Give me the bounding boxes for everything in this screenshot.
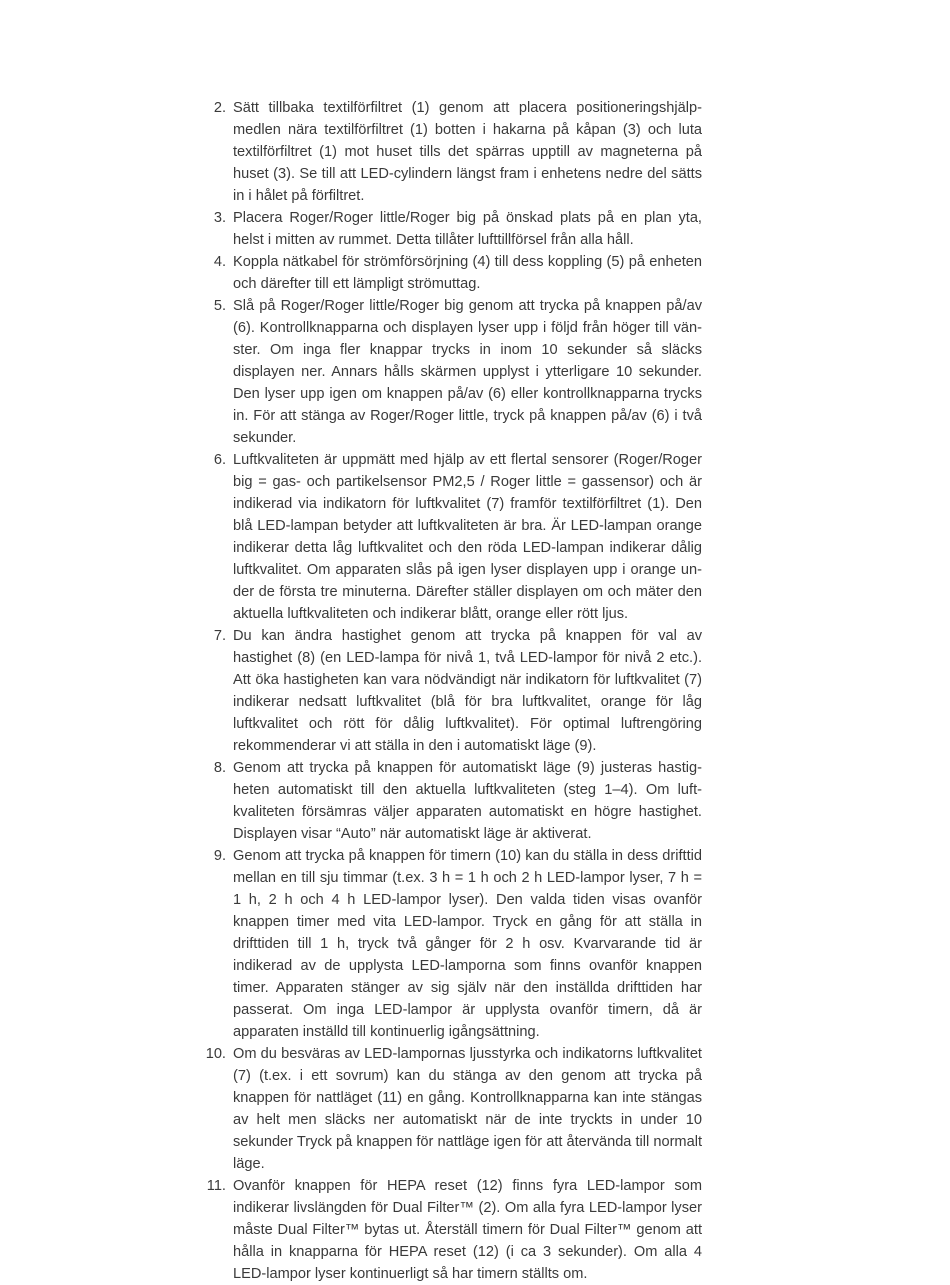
list-item [200, 845, 702, 1043]
list-item [200, 625, 702, 757]
list-item [200, 97, 702, 207]
list-item [200, 1175, 702, 1285]
item-number: 8. [213, 760, 226, 776]
item-text: Slå på Roger/Roger little/Roger big genom att trycka på knappen på/av (6). Kontrollknapparna och displayen lyser upp i följd från höger till vänster. Om inga fler knappar trycks in inom 10 sekunder så släcks displayen ner. Annars hålls skärmen upplyst i ytterligare 10 sekunder. Den lyser upp igen om knappen på/av (6) eller kontrollknapparna trycks in. För att stänga av Roger/Roger little, tryck på knappen på/av (6) i två sekunder. [233, 298, 702, 446]
item-text: Placera Roger/Roger little/Roger big på önskad plats på en plan yta, helst i mitten av rummet. Detta tillåter lufttillförsel från alla håll. [233, 210, 702, 248]
list-item [200, 251, 702, 295]
item-text: Du kan ändra hastighet genom att trycka på knappen för val av hastighet (8) (en LED-lampa för nivå 1, två LED-lampor för nivå 2 etc.). Att öka hastigheten kan vara nödvändigt när indikatorn för luftkvalitet (7) indikerar nedsatt luftkvalitet (blå för bra luftkvalitet, orange för låg luftkvalitet och rött för dålig luftkvalitet). För optimal luftrengöring rekommenderar vi att ställa in den i automatiskt läge (9). [233, 628, 702, 754]
item-text: Genom att trycka på knappen för timern (10) kan du ställa in dess drifttid mellan en till sju timmar (t.ex. 3 h = 1 h och 2 h LED-lampor lyser, 7 h = 1 h, 2 h och 4 h LED-lampor lyser). Den valda tiden visas ovanför knappen timer med vita LED-lampor. Tryck en gång för att ställa in drifttiden till 1 h, tryck två gånger för 2 h osv. Kvarvarande tid är indikerad av de upplysta LED-lamporna som finns ovanför knappen timer. Apparaten stänger av sig själv när den inställda drifttiden har passerat. Om inga LED-lampor är upplysta ovanför timern, då är apparaten inställd till kontinuerlig igångsättning. [233, 848, 702, 1040]
item-number: 6. [213, 452, 226, 468]
item-number: 10. [205, 1046, 226, 1062]
item-number: 7. [213, 628, 226, 644]
item-text: Ovanför knappen för HEPA reset (12) finns fyra LED-lampor som indikerar livslängden för Dual Filter™ (2). Om alla fyra LED-lampor lyser måste Dual Filter™ bytas ut. Återställ timern för Dual Filter™ genom att hålla in knapparna för HEPA reset (12) (i ca 3 sekunder). Om alla 4 LED-lampor lyser kontinuerligt så har timern ställts om. [233, 1178, 702, 1282]
item-text: Sätt tillbaka textilförfiltret (1) genom att placera positioneringshjälpmedlen nära textilförfiltret (1) botten i hakarna på kåpan (3) och luta textilförfiltret (1) mot huset tills det spärras upptill av magneterna på huset (3). Se till att LED-cylindern längst fram i enhetens nedre del sätts in i hålet på förfiltret. [233, 100, 702, 204]
item-number: 11. [206, 1178, 226, 1194]
item-number: 2. [213, 100, 226, 116]
item-number: 4. [213, 254, 226, 270]
item-text: Koppla nätkabel för strömförsörjning (4) till dess koppling (5) på enheten och därefter till ett lämpligt strömuttag. [233, 254, 702, 292]
list-item [200, 1043, 702, 1175]
list-item [200, 757, 702, 845]
list-item [200, 207, 702, 251]
item-text: Genom att trycka på knappen för automatiskt läge (9) justeras hastigheten automatiskt till den aktuella luftkvaliteten (steg 1–4). Om luftkvaliteten försämras väljer apparaten automatiskt en högre hastighet. Displayen visar “Auto” när automatiskt läge är aktiverat. [233, 760, 702, 842]
list-item [200, 295, 702, 449]
item-text: Luftkvaliteten är uppmätt med hjälp av ett flertal sensorer (Roger/Roger big = gas- och partikelsensor PM2,5 / Roger little = gassensor) och är indikerad via indikatorn för luftkvalitet (7) framför textilförfiltret (1). Den blå LED-lampan betyder att luftkvaliteten är bra. Är LED-lampan orange indikerar detta låg luftkvalitet och den röda LED-lampan indikerar dålig luftkvalitet. Om apparaten slås på igen lyser displayen upp i orange under de första tre minuterna. Därefter ställer displayen om och mäter den aktuella luftkvaliteten och indikerar blått, orange eller rött ljus. [233, 452, 702, 622]
instruction-list [200, 97, 702, 1285]
item-text: Om du besväras av LED-lampornas ljusstyrka och indikatorns luftkvalitet (7) (t.ex. i ett sovrum) kan du stänga av den genom att trycka på knappen för nattläget (11) en gång. Kontrollknapparna kan inte stängas av helt men släcks ner automatiskt när de inte tryckts in under 10 sekunder Tryck på knappen för nattläge igen för att återvända till normalt läge. [233, 1046, 702, 1172]
item-number: 5. [213, 298, 226, 314]
list-item [200, 449, 702, 625]
item-number: 3. [213, 210, 226, 226]
item-number: 9. [213, 848, 226, 864]
